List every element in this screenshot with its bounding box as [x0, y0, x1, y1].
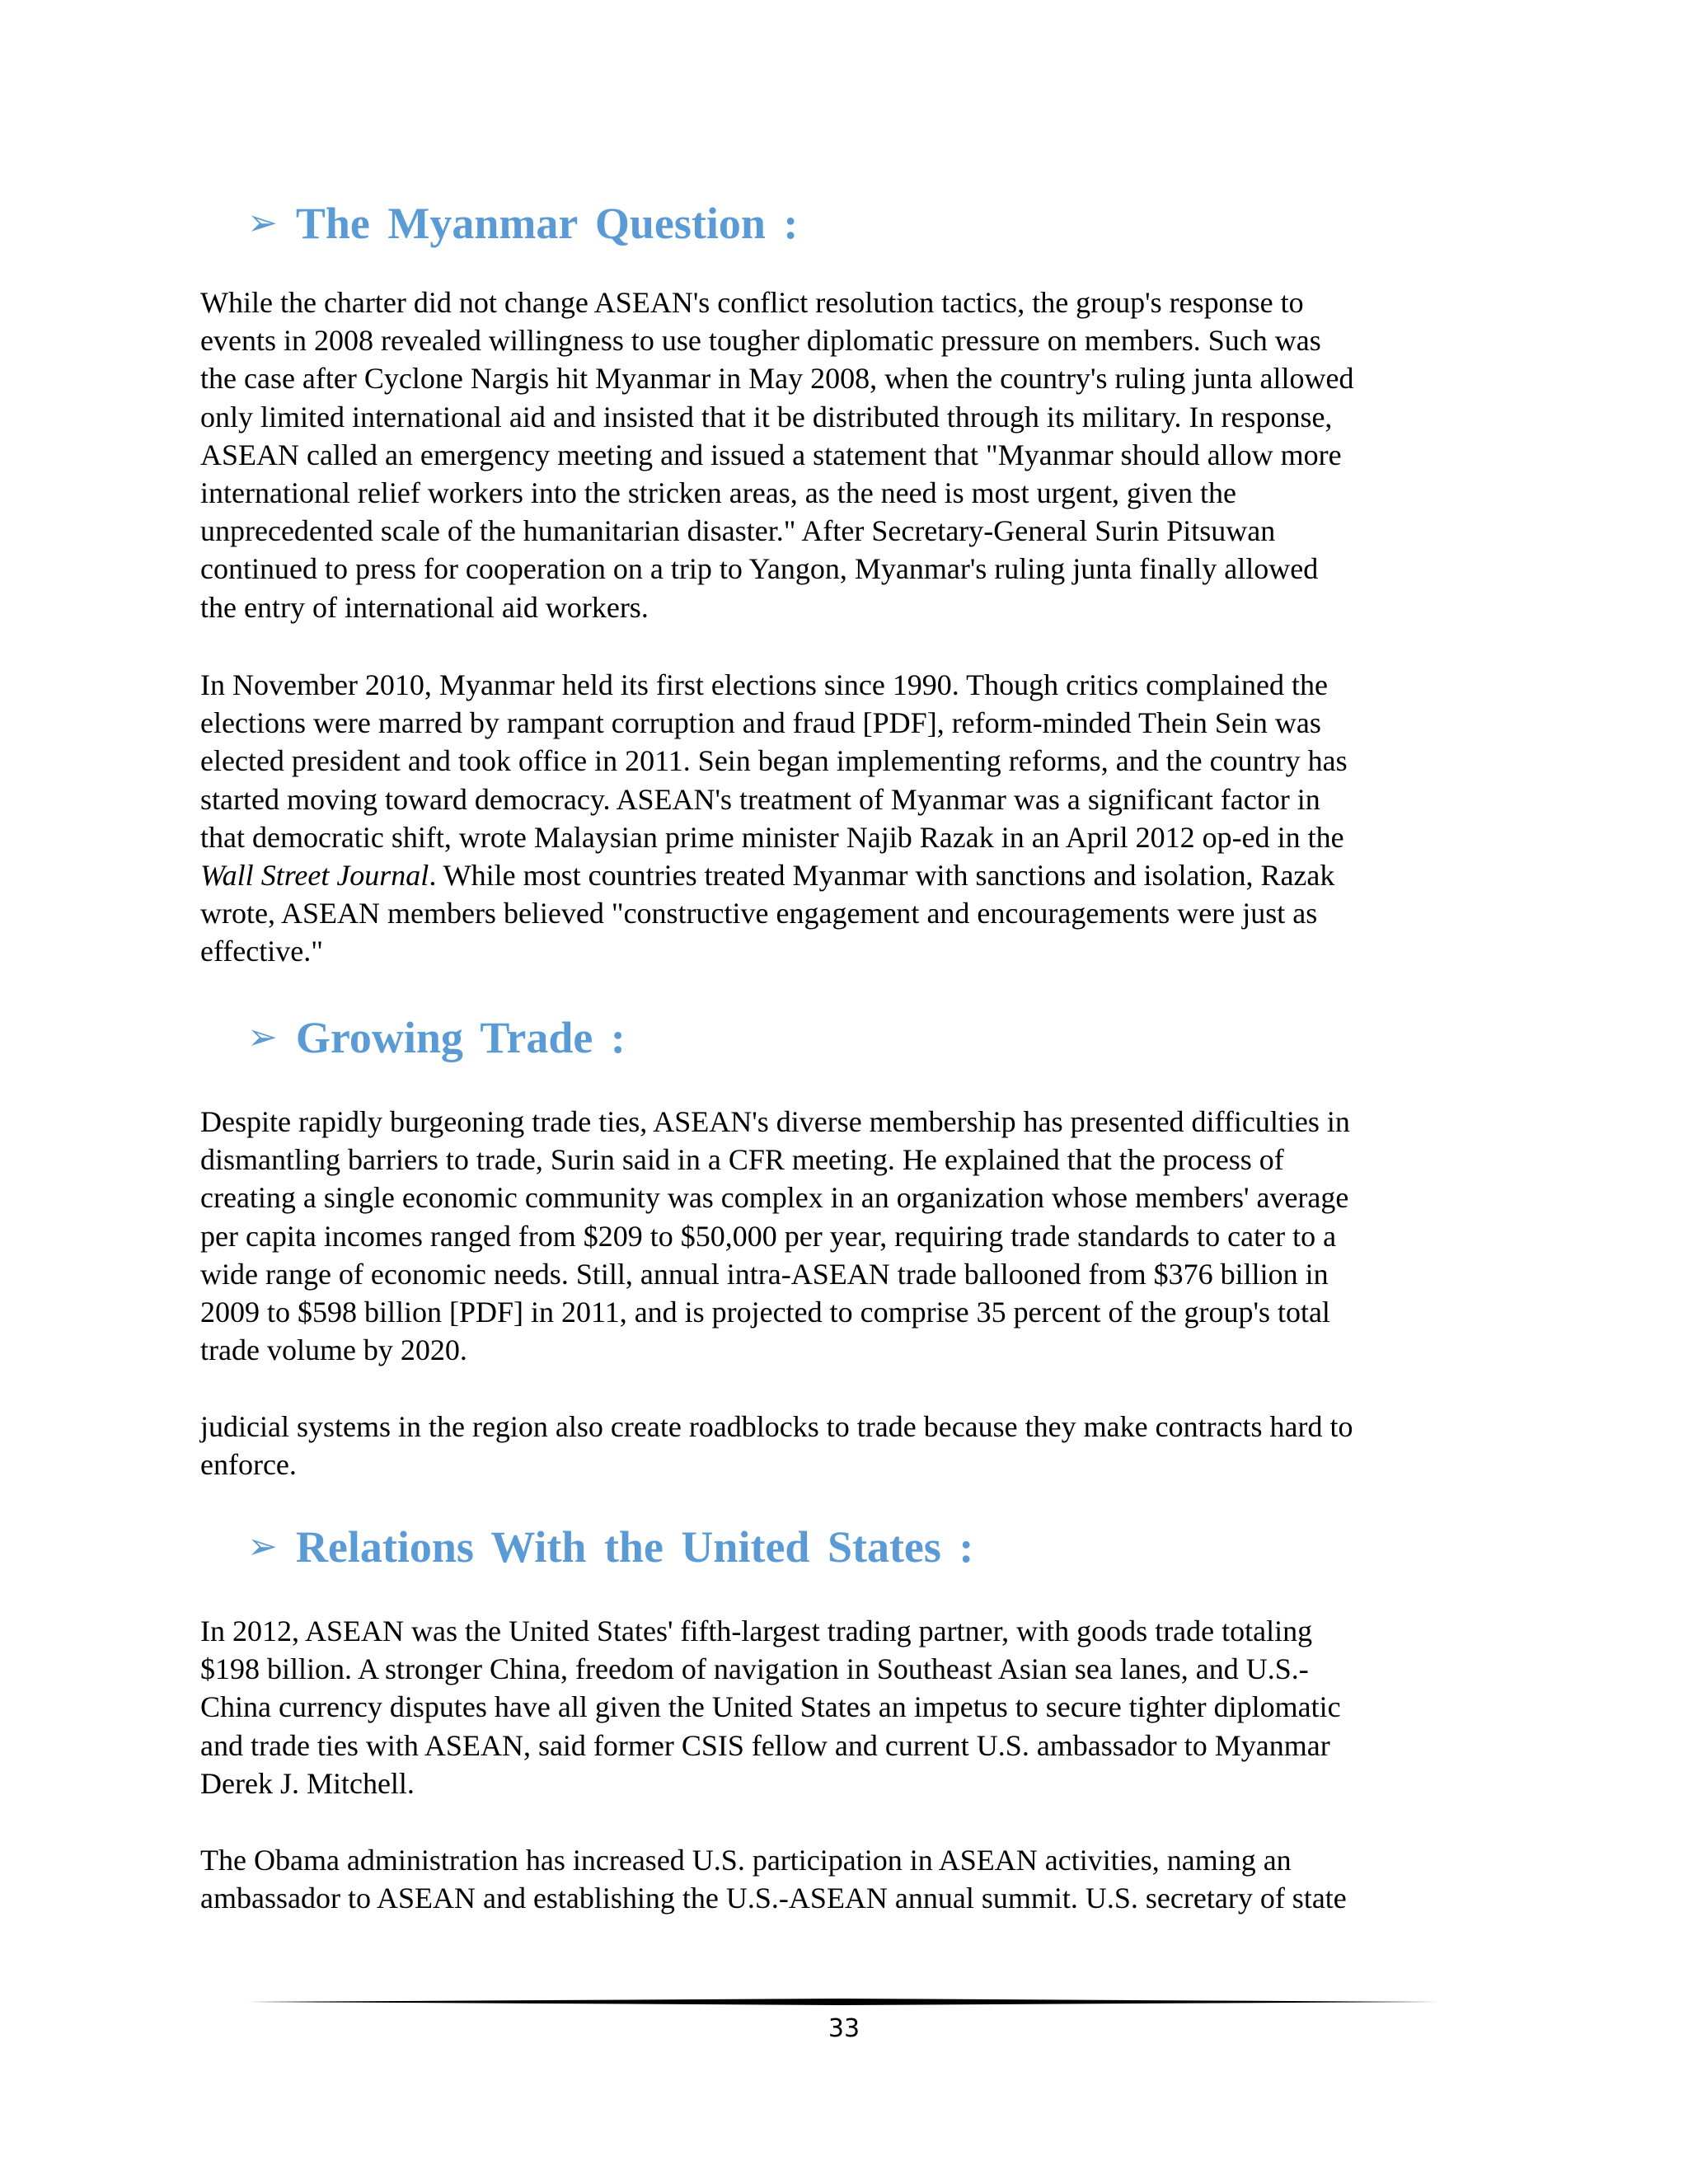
paragraph-us-2 — [200, 1841, 1486, 1917]
paragraph-myanmar-2 — [200, 666, 1486, 971]
text-line: wide range of economic needs. Still, annual intra-ASEAN trade ballooned from $376 billion in — [200, 1257, 1329, 1291]
text-line: While the charter did not change ASEAN's conflict resolution tactics, the group's response to — [200, 286, 1304, 319]
text-line: ambassador to ASEAN and establishing the U.S.-ASEAN annual summit. U.S. secretary of state — [200, 1882, 1347, 1915]
arrowhead-bullet-icon: ➢ — [247, 1526, 278, 1568]
text-line: The Obama administration has increased U.S. participation in ASEAN activities, naming an — [200, 1844, 1292, 1877]
text-line: that democratic shift, wrote Malaysian prime minister Najib Razak in an April 2012 op-ed in the — [200, 820, 1344, 854]
text-line: In 2012, ASEAN was the United States' fifth-largest trading partner, with goods trade totaling — [200, 1615, 1313, 1647]
text-line: In November 2010, Myanmar held its first elections since 1990. Though critics complained the — [200, 668, 1329, 701]
text-line: per capita incomes ranged from $209 to $50,000 per year, requiring trade standards to cater to a — [200, 1219, 1337, 1253]
text-line: creating a single economic community was complex in an organization whose members' average — [200, 1181, 1349, 1215]
arrowhead-bullet-icon: ➢ — [247, 1016, 278, 1058]
section-heading-myanmar-question — [247, 201, 798, 246]
text-line: judicial systems in the region also create roadblocks to trade because they make contracts hard to — [200, 1410, 1353, 1443]
text-line: wrote, ASEAN members believed "constructive engagement and encouragements were just as — [200, 897, 1318, 930]
text-line-with-italic — [200, 856, 1486, 894]
text-line: international relief workers into the stricken areas, as the need is most urgent, given the — [200, 476, 1236, 510]
text-line: China currency disputes have all given the United States an impetus to secure tighter diplomatic — [200, 1690, 1341, 1724]
text-line: elections were marred by rampant corruption and fraud [PDF], reform-minded Thein Sein was — [200, 706, 1321, 740]
text-line: effective." — [200, 935, 323, 968]
text-line: Despite rapidly burgeoning trade ties, ASEAN's diverse membership has presented difficulties in — [200, 1105, 1350, 1138]
footer-divider — [247, 1998, 1439, 2006]
heading-text: The Myanmar Question : — [295, 199, 799, 248]
text-line: the case after Cyclone Nargis hit Myanmar in May 2008, when the country's ruling junta allowed — [200, 362, 1354, 396]
text-line: elected president and took office in 2011. Sein began implementing reforms, and the country has — [200, 744, 1348, 778]
heading-text: Growing Trade : — [295, 1013, 626, 1062]
text-line: events in 2008 revealed willingness to use tougher diplomatic pressure on members. Such was — [200, 324, 1321, 358]
arrowhead-bullet-icon: ➢ — [247, 202, 278, 244]
paragraph-us-1 — [200, 1612, 1486, 1802]
text-line: continued to press for cooperation on a trip to Yangon, Myanmar's ruling junta finally allowed — [200, 552, 1319, 586]
heading-text: Relations With the United States : — [295, 1522, 974, 1572]
text-line: $198 billion. A stronger China, freedom of navigation in Southeast Asian sea lanes, and U.S.- — [200, 1652, 1309, 1686]
page-number: 33 — [828, 2014, 860, 2043]
text-line: trade volume by 2020. — [200, 1333, 467, 1367]
paragraph-trade-1 — [200, 1103, 1486, 1369]
publication-title: Wall Street Journal — [200, 859, 429, 893]
text-line: enforce. — [200, 1448, 297, 1482]
paragraph-trade-2 — [200, 1408, 1486, 1483]
text-line: unprecedented scale of the humanitarian disaster." After Secretary-General Surin Pitsuwan — [200, 514, 1276, 548]
text-line: dismantling barriers to trade, Surin said in a CFR meeting. He explained that the process of — [200, 1143, 1284, 1177]
text-line: ASEAN called an emergency meeting and issued a statement that "Myanmar should allow more — [200, 438, 1342, 471]
text-line: and trade ties with ASEAN, said former CSIS fellow and current U.S. ambassador to Myanmar — [200, 1728, 1330, 1762]
text-line: 2009 to $598 billion [PDF] in 2011, and is projected to comprise 35 percent of the group's total — [200, 1296, 1330, 1329]
text-line: Derek J. Mitchell. — [200, 1766, 415, 1800]
text-line: started moving toward democracy. ASEAN's treatment of Myanmar was a significant factor in — [200, 782, 1320, 816]
paragraph-myanmar-1 — [200, 284, 1486, 626]
text-line: only limited international aid and insisted that it be distributed through its military. In response, — [200, 400, 1333, 434]
text-line: the entry of international aid workers. — [200, 590, 649, 624]
section-heading-growing-trade — [247, 1015, 626, 1060]
section-heading-relations-us — [247, 1522, 974, 1572]
text-fragment: . While most countries treated Myanmar with sanctions and isolation, Razak — [429, 859, 1335, 893]
